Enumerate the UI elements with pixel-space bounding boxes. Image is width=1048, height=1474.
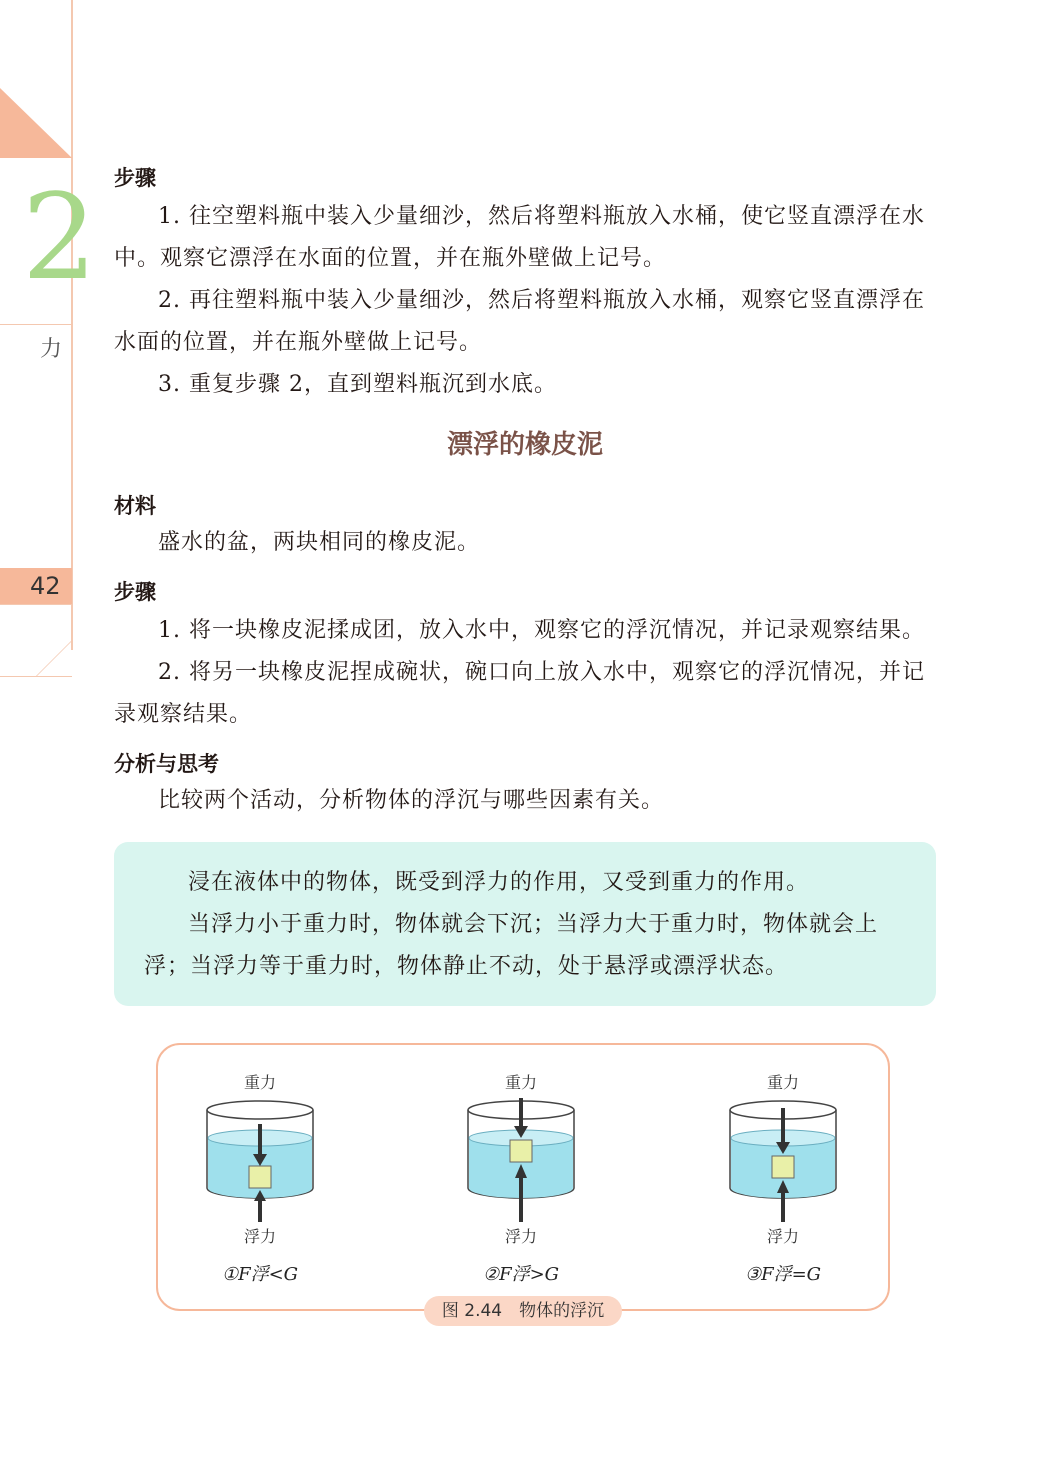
beaker-illustration bbox=[446, 1096, 596, 1226]
margin-notch bbox=[0, 640, 72, 677]
chapter-name: 力 bbox=[40, 337, 63, 362]
summary-note bbox=[114, 842, 936, 1006]
page-number: 42 bbox=[30, 572, 61, 600]
steps-heading-2: 步骤 bbox=[114, 580, 156, 604]
buoyancy-label: 浮力 bbox=[243, 1227, 276, 1246]
materials-text: 盛水的盆，两块相同的橡皮泥。 bbox=[158, 530, 481, 555]
note-line: 当浮力小于重力时，物体就会下沉；当浮力大于重力时，物体就会上浮；当浮力等于重力时，物体静止不动，处于悬浮或漂浮状态。 bbox=[144, 912, 879, 979]
gravity-label: 重力 bbox=[243, 1073, 276, 1092]
beaker-illustration bbox=[185, 1096, 335, 1226]
analysis-text: 比较两个活动，分析物体的浮沉与哪些因素有关。 bbox=[158, 788, 665, 813]
condition-label: ①F浮<G bbox=[221, 1264, 299, 1285]
buoyancy-label: 浮力 bbox=[504, 1227, 537, 1246]
materials-heading: 材料 bbox=[114, 494, 156, 518]
note-line: 浸在液体中的物体，既受到浮力的作用，又受到重力的作用。 bbox=[188, 870, 810, 895]
page-tab-rule bbox=[0, 604, 72, 605]
corner-triangle bbox=[0, 88, 72, 158]
steps-list bbox=[114, 196, 936, 406]
activity-title: 漂浮的橡皮泥 bbox=[446, 430, 603, 460]
step-item: 3. 重复步骤 2，直到塑料瓶沉到水底。 bbox=[158, 372, 557, 397]
condition-label: ②F浮>G bbox=[482, 1264, 560, 1285]
steps-list-2 bbox=[114, 610, 936, 736]
gravity-label: 重力 bbox=[504, 1073, 537, 1092]
beaker-illustration bbox=[708, 1096, 858, 1226]
buoyancy-label: 浮力 bbox=[766, 1227, 799, 1246]
analysis-heading: 分析与思考 bbox=[114, 752, 219, 776]
gravity-label: 重力 bbox=[766, 1073, 799, 1092]
step-item: 2. 再往塑料瓶中装入少量细沙，然后将塑料瓶放入水桶，观察它竖直漂浮在水面的位置，并在瓶外壁做上记号。 bbox=[114, 288, 925, 355]
step-item: 2. 将另一块橡皮泥捏成碗状，碗口向上放入水中，观察它的浮沉情况，并记录观察结果。 bbox=[114, 660, 925, 727]
step-item: 1. 将一块橡皮泥揉成团，放入水中，观察它的浮沉情况，并记录观察结果。 bbox=[158, 618, 925, 643]
condition-label: ③F浮=G bbox=[744, 1264, 822, 1285]
chapter-rule bbox=[0, 324, 72, 325]
step-item: 1. 往空塑料瓶中装入少量细沙，然后将塑料瓶放入水桶，使它竖直漂浮在水中。观察它漂浮在水面的位置，并在瓶外壁做上记号。 bbox=[114, 204, 925, 271]
figure-caption: 图 2.44 物体的浮沉 bbox=[424, 1296, 622, 1326]
steps-heading: 步骤 bbox=[114, 166, 156, 190]
chapter-number: 2 bbox=[22, 168, 98, 306]
